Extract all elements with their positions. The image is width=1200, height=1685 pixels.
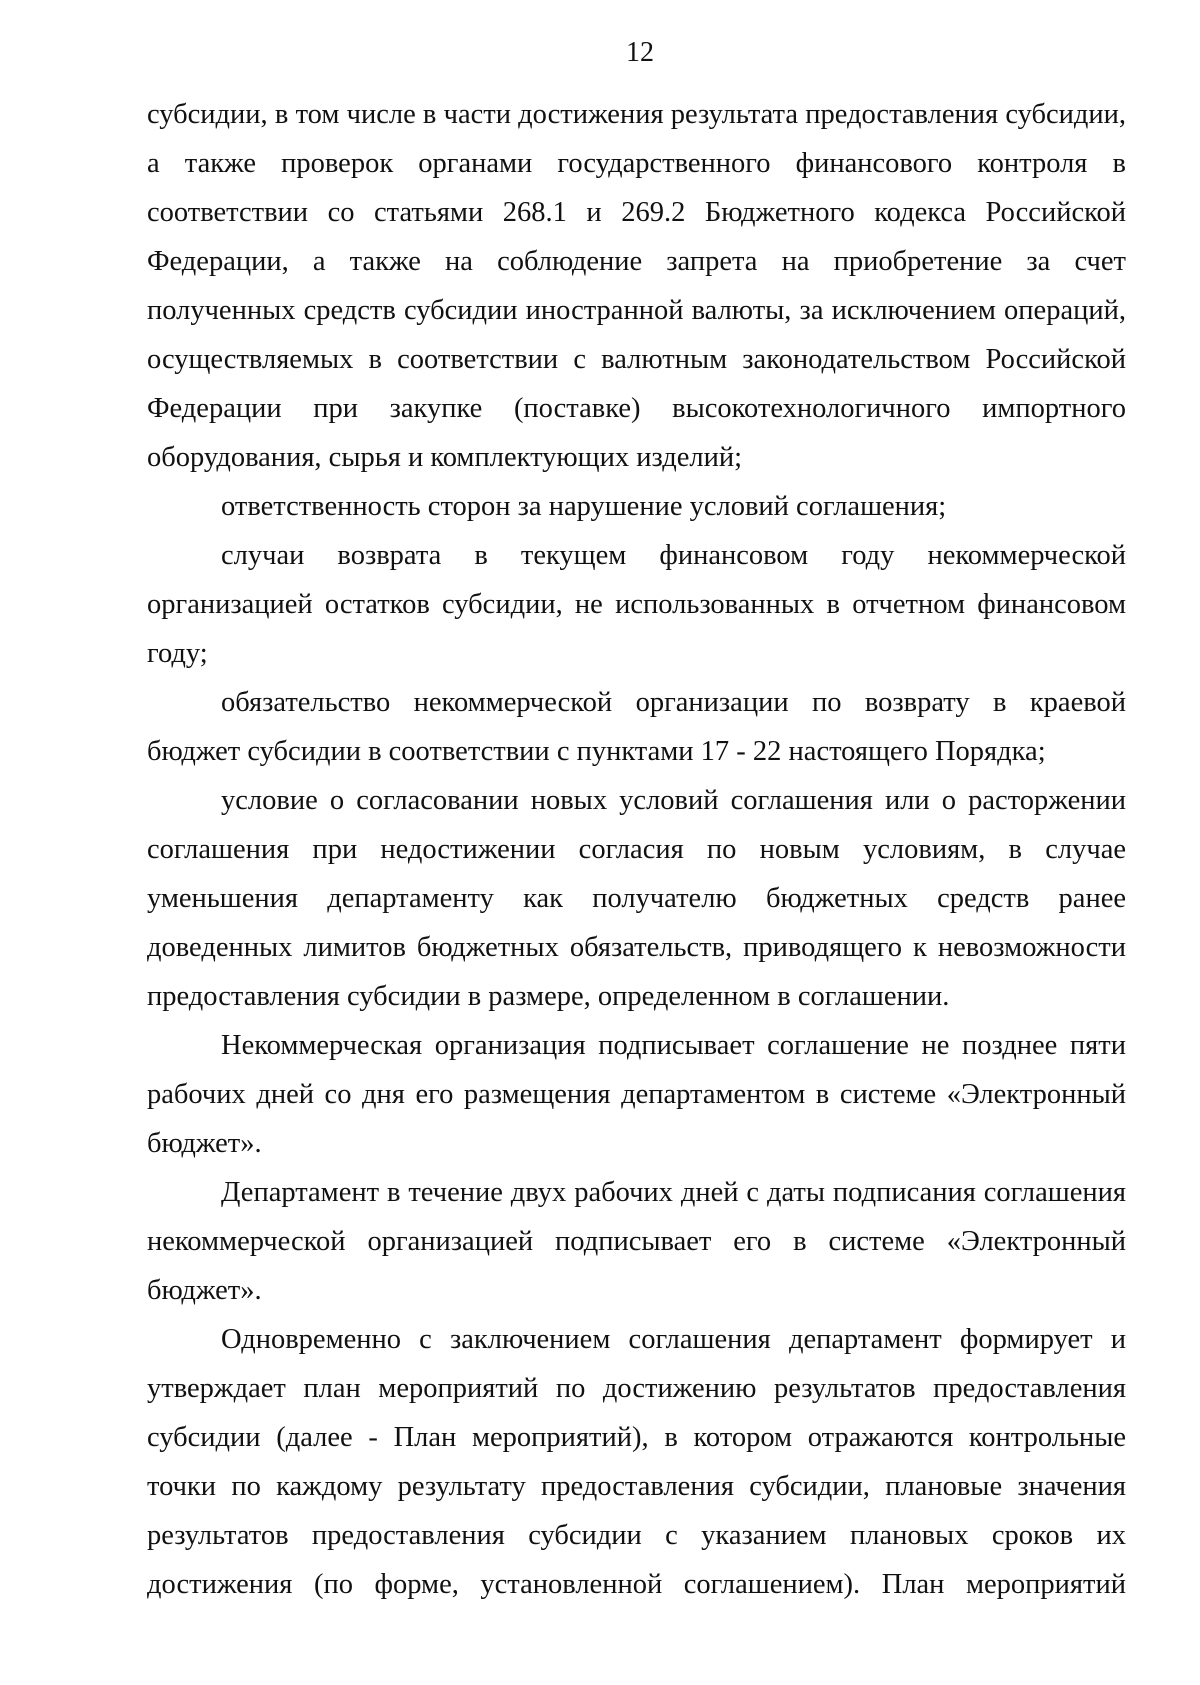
paragraph: Некоммерческая организация подписывает соглашение не позднее пяти рабочих дней со дня его размещения департаментом в системе «Электронный бюджет».	[147, 1030, 1126, 1159]
page-number: 12	[626, 37, 654, 68]
paragraph: субсидии, в том числе в части достижения результата предоставления субсидии, а также проверок органами государственного финансового контроля в соответствии со статьями 268.1 и 269.2 Бюджетного кодекса Российской Федерации, а также на соблюдение запрета на приобретение за счет полученных средств субсидии иностранной валюты, за исключением операций, осуществляемых в соответствии с валютным законодательством Российской Федерации при закупке (поставке) высокотехнологичного импортного оборудования, сырья и комплектующих изделий;	[147, 99, 1126, 473]
paragraph: Одновременно с заключением соглашения департамент формирует и утверждает план мероприятий по достижению результатов предоставления субсидии (далее - План мероприятий), в котором отражаются контрольные точки по каждому результату предоставления субсидии, плановые значения результатов предоставления субсидии с указанием плановых сроков их достижения (по форме, установленной соглашением). План мероприятий	[147, 1324, 1126, 1600]
paragraph: случаи возврата в текущем финансовом году некоммерческой организацией остатков субсидии, не использованных в отчетном финансовом году;	[147, 540, 1126, 669]
paragraph: ответственность сторон за нарушение условий соглашения;	[221, 491, 947, 522]
paragraph: обязательство некоммерческой организации по возврату в краевой бюджет субсидии в соответствии с пунктами 17 - 22 настоящего Порядка;	[147, 687, 1126, 767]
document-body	[147, 90, 1126, 1609]
paragraph: условие о согласовании новых условий соглашения или о расторжении соглашения при недостижении согласия по новым условиям, в случае уменьшения департаменту как получателю бюджетных средств ранее доведенных лимитов бюджетных обязательств, приводящего к невозможности предоставления субсидии в размере, определенном в соглашении.	[147, 785, 1126, 1012]
paragraph: Департамент в течение двух рабочих дней с даты подписания соглашения некоммерческой организацией подписывает его в системе «Электронный бюджет».	[147, 1177, 1126, 1306]
